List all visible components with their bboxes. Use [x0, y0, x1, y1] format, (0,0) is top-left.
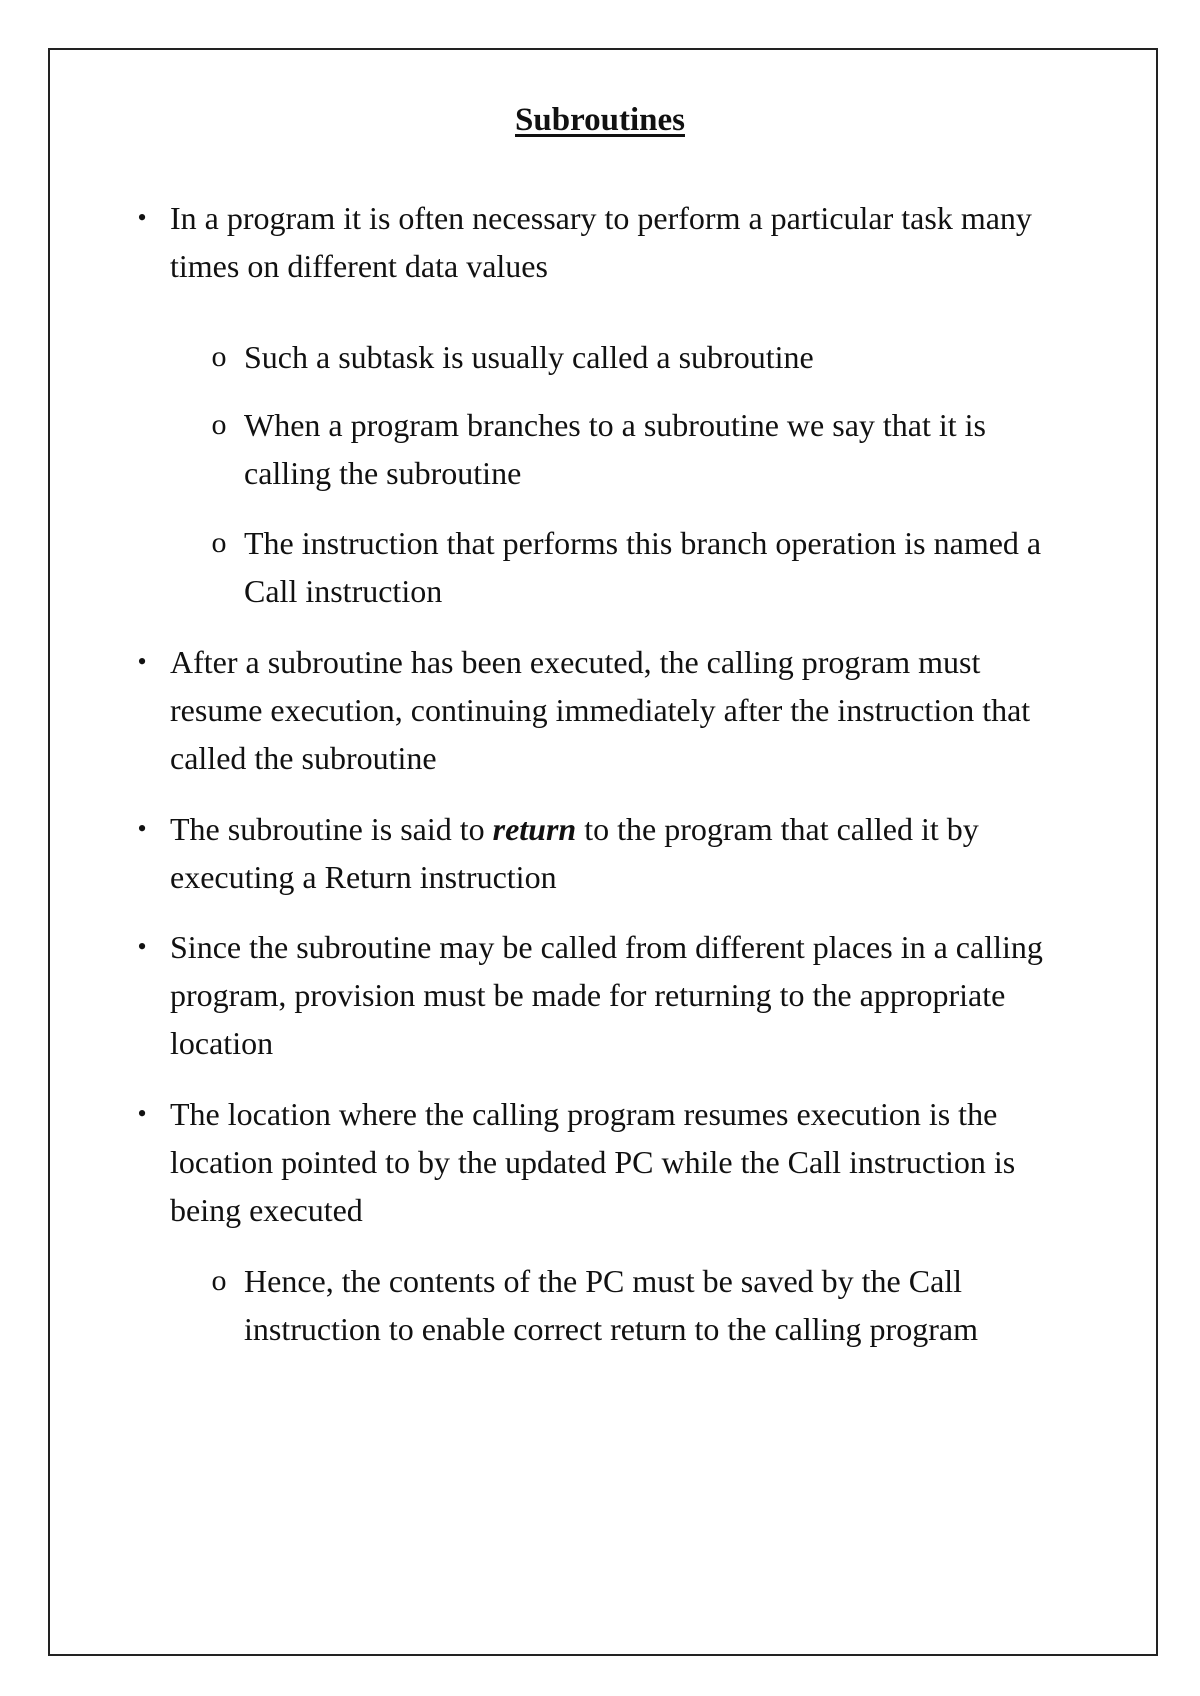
- sub-text: Such a subtask is usually called a subroutine: [244, 339, 814, 375]
- bullet-text: In a program it is often necessary to perform a particular task many times on different data values: [170, 200, 1032, 284]
- sub-item: [211, 333, 1064, 381]
- bullet-text-before: The subroutine is said to: [170, 811, 493, 847]
- sub-text: The instruction that performs this branch operation is named a Call instruction: [244, 525, 1042, 609]
- sub-item: [211, 1257, 1064, 1353]
- sub-item: [211, 401, 1064, 497]
- bullet-marker: •: [137, 932, 147, 961]
- bullet-text-emphasis: return: [492, 811, 577, 847]
- bullet-marker: •: [137, 203, 147, 232]
- bullet-item: [137, 638, 1070, 782]
- bullet-text-after: to the program that called it by executing a Return instruction: [170, 811, 979, 895]
- bullet-text: After a subroutine has been executed, the calling program must resume execution, continuing immediately after the instruction that called the subroutine: [170, 644, 1031, 776]
- bullet-item: [137, 923, 1070, 1067]
- bullet-item: [137, 805, 1070, 901]
- page-title: Subroutines: [515, 102, 685, 138]
- bullet-marker: •: [137, 647, 147, 676]
- bullet-item: [137, 1090, 1070, 1234]
- sub-text: Hence, the contents of the PC must be saved by the Call instruction to enable correct return to the calling program: [244, 1263, 978, 1347]
- sub-text: When a program branches to a subroutine we say that it is calling the subroutine: [244, 407, 986, 491]
- sub-item: [211, 519, 1064, 615]
- bullet-text: Since the subroutine may be called from different places in a calling program, provision must be made for returning to the appropriate location: [170, 929, 1043, 1061]
- sub-marker: o: [211, 340, 227, 373]
- sub-marker: o: [211, 1264, 227, 1297]
- bullet-item: [137, 194, 1070, 290]
- bullet-text: The location where the calling program resumes execution is the location pointed to by the updated PC while the Call instruction is being executed: [170, 1096, 1016, 1228]
- sub-marker: o: [211, 526, 227, 559]
- sub-marker: o: [211, 408, 227, 441]
- bullet-marker: •: [137, 814, 147, 843]
- bullet-marker: •: [137, 1099, 147, 1128]
